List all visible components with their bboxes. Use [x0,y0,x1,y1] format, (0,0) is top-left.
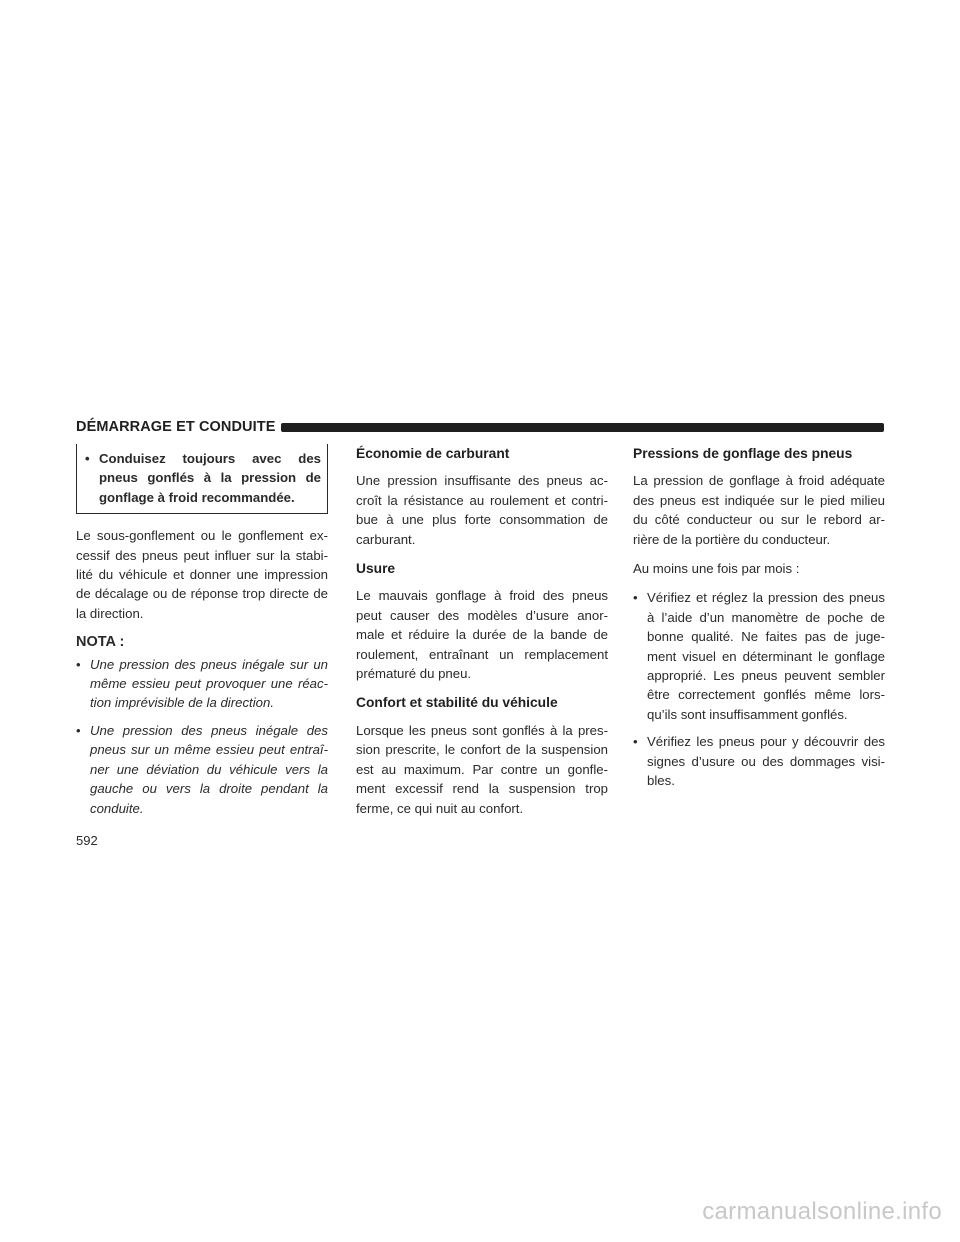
check-item [633,732,885,790]
check-item-text: Vérifiez et réglez la pression des pneus à l’aide d’un manomètre de poche de bonne qualité. Ne faites pas de juge-ment visuel en déterminant le gonflage approprié. Les pneus peuvent sembler être correctement gonflés même lors-qu’ils sont insuffisamment gonflés. [647,590,885,722]
warning-bullet [85,449,321,507]
body-paragraph: Le sous-gonflement ou le gonflement ex-cessif des pneus peut influer sur la stabi-lité du véhicule et donner une impression de décalage ou de réponse trop directe de la direction. [76,528,328,621]
section-text-fuel: Une pression insuffisante des pneus ac-croît la résistance au roulement et contri-bue à une plus forte consommation de carburant. [356,473,608,547]
page-number: 592 [76,833,98,848]
nota-item-text: Une pression des pneus inégale sur un même essieu peut provoquer une réac-tion imprévisible de la direction. [90,656,328,711]
check-item-text: Vérifiez les pneus pour y découvrir des signes d’usure ou des dommages visi-bles. [647,734,885,789]
section-text-wear: Le mauvais gonflage à froid des pneus peut causer des modèles d’usure anor-male et réduire la durée de la bande de roulement, entraînant un remplacement prématuré du pneu. [356,588,608,682]
section-heading-comfort: Confort et stabilité du véhicule [356,695,558,711]
section-heading-wear: Usure [356,561,396,577]
nota-item [76,655,328,713]
bullet-dot: • [85,451,90,466]
warning-text: Conduisez toujours avec des pneus gonflés à la pression de gonflage à froid recommandée. [99,451,321,505]
pressure-paragraph: La pression de gonflage à froid adéquate des pneus est indiquée sur le pied milieu du côté conducteur ou sur le rebord ar-rière de la portière du conducteur. [633,473,885,547]
column-left [76,444,328,826]
watermark: carmanualsonline.info [702,1198,942,1225]
bullet-dot: • [76,656,81,672]
bullet-dot: • [76,722,81,738]
bullet-dot: • [633,734,638,750]
section-heading-pressure: Pressions de gonflage des pneus [633,446,853,461]
check-item [633,588,885,724]
header-rule [281,423,884,432]
column-middle [356,444,608,828]
section-title: DÉMARRAGE ET CONDUITE [76,419,276,435]
section-text-comfort: Lorsque les pneus sont gonflés à la pres-sion prescrite, le confort de la suspension est au maximum. Par contre un gonfle-ment excessif rend la suspension trop ferme, ce qui nuit au confort. [356,722,608,816]
monthly-intro: Au moins une fois par mois : [633,561,800,577]
nota-item-text: Une pression des pneus inégale des pneus sur un même essieu peut entraî-ner une déviation du véhicule vers la gauche ou vers la droite pendant la conduite. [90,722,328,816]
bullet-dot: • [633,590,638,606]
section-header [76,416,884,438]
nota-item [76,721,328,818]
warning-box [76,444,328,514]
nota-heading: NOTA : [76,634,125,651]
column-right [633,444,885,799]
section-heading-fuel: Économie de carburant [356,446,510,461]
